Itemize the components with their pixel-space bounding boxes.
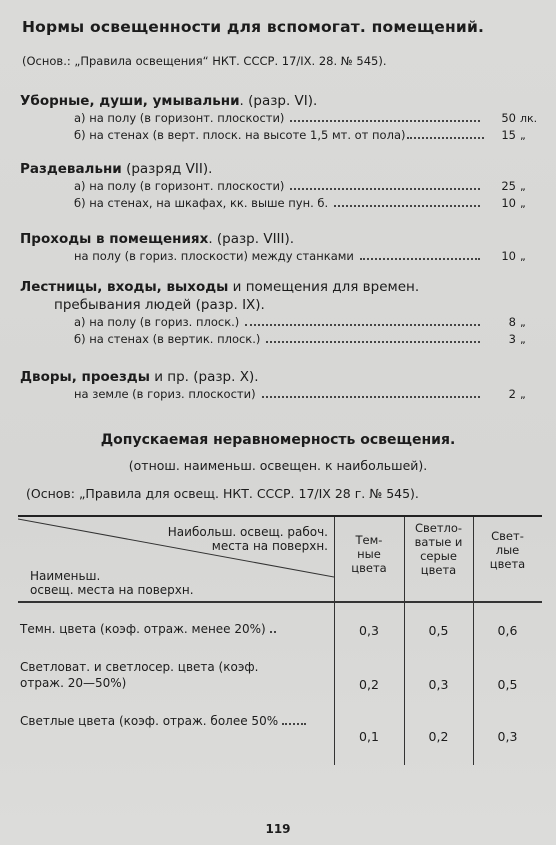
norm-row: а) на полу (в гориз. плоск.) 8 „: [74, 315, 526, 329]
table-row-label: Светлые цвета (коэф. отраж. более 50%: [20, 713, 310, 729]
section-yards: [20, 368, 540, 403]
table-cell: 0,3: [497, 729, 518, 744]
norm-row: а) на полу (в горизонт. плоскости) 50 лк.: [74, 111, 538, 125]
unevenness-table: [18, 515, 542, 765]
column-header-light: Свет- лые цвета: [489, 529, 526, 571]
table-cell: 0,5: [428, 623, 449, 638]
norm-row: на полу (в гориз. плоскости) между станками 10 „: [74, 249, 526, 263]
table-cell: 0,6: [497, 623, 518, 638]
column-header-grayish: Светло- ватые и серые цвета: [414, 521, 463, 577]
table-note: (отнош. наименьш. освещен. к наибольшей).: [128, 458, 428, 473]
section-toilets: [20, 92, 540, 144]
table-cell: 0,3: [428, 677, 449, 692]
norm-row: на земле (в гориз. плоскости) 2 „: [74, 387, 526, 401]
corner-header-top: Наибольш. освещ. рабоч. места на поверхн.: [167, 525, 328, 553]
table-row-label: Темн. цвета (коэф. отраж. менее 20%): [20, 621, 330, 637]
table-cell: 0,3: [359, 623, 379, 638]
section-heading: Раздевальни (разряд VII).: [20, 161, 213, 177]
norm-row: б) на стенах, на шкафах, кк. выше пун. б. 10 „: [74, 196, 526, 210]
table-cell: 0,1: [359, 729, 379, 744]
section-heading-continued: пребывания людей (разр. IX).: [54, 297, 265, 313]
table-cell: 0,5: [497, 677, 518, 692]
section-heading: Проходы в помещениях. (разр. VIII).: [20, 231, 295, 247]
column-header-dark: Тем- ные цвета: [351, 533, 387, 575]
corner-header-bottom: Наименьш. освещ. места на поверхн.: [30, 569, 194, 597]
section-passages: [20, 230, 540, 265]
table-cell: 0,2: [359, 677, 379, 692]
norm-row: б) на стенах (в вертик. плоск.) 3 „: [74, 332, 526, 346]
section-heading: Дворы, проезды и пр. (разр. X).: [20, 369, 259, 385]
section-dressing-rooms: [20, 160, 540, 212]
table-row-label: Светловат. и светлосер. цвета (коэф. отраж. 20—50%): [20, 660, 259, 690]
page-title: Нормы освещенности для вспомогат. помещений.: [22, 18, 485, 36]
section-heading: Лестницы, входы, выходы и помещения для времен.: [20, 279, 420, 295]
table-title: Допускаемая неравномерность освещения.: [100, 432, 456, 448]
table-cell: 0,2: [428, 729, 449, 744]
table-source: (Основ: „Правила для освещ. НКТ. СССР. 17/IX 28 г. № 545).: [26, 486, 419, 501]
section-stairs: [20, 278, 540, 348]
norm-row: б) на стенах (в верт. плоск. на высоте 1,5 мт. от пола) 15 „: [74, 128, 526, 142]
source-note: (Основ.: „Правила освещения“ НКТ. СССР. 17/IX. 28. № 545).: [22, 54, 387, 68]
section-heading: Уборные, души, умывальни. (разр. VI).: [20, 93, 318, 109]
page-number: 119: [265, 822, 291, 836]
norm-row: а) на полу (в горизонт. плоскости) 25 „: [74, 179, 526, 193]
